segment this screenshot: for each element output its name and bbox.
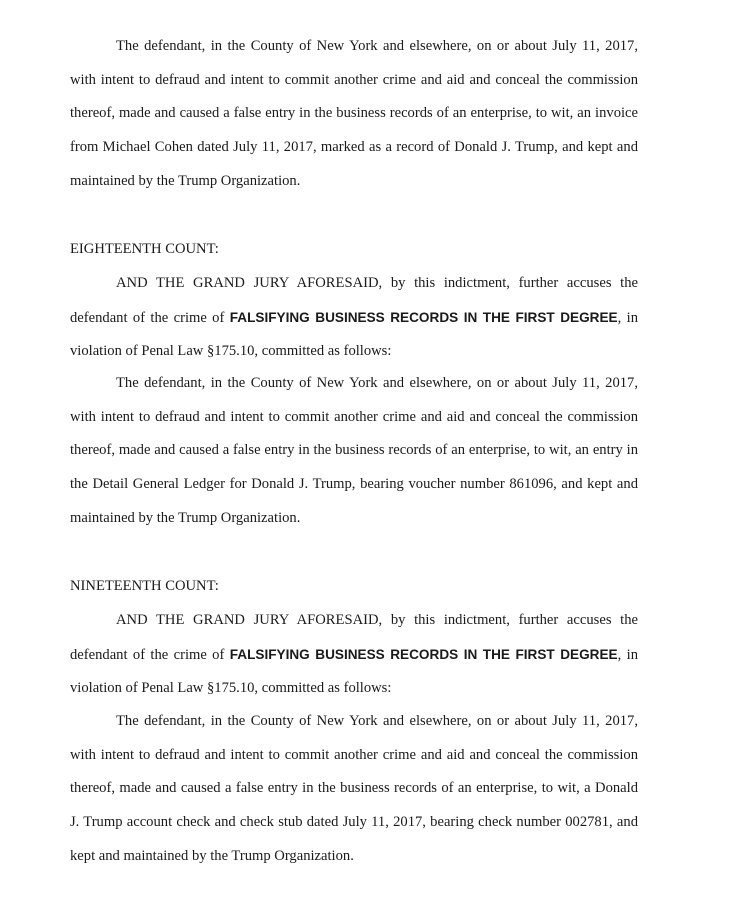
- crime-name: FALSIFYING BUSINESS RECORDS IN THE FIRST DEGREE: [229, 309, 618, 325]
- count-heading-nineteenth: NINETEENTH COUNT:: [70, 578, 219, 594]
- count-heading-eighteenth: EIGHTEENTH COUNT:: [70, 241, 219, 257]
- accusation-outro: , in violation of Penal Law §175.10, committed as follows:: [70, 646, 638, 697]
- accusation-intro: AND THE GRAND JURY AFORESAID, by this indictment, further accuses the defendant of the crime of: [70, 612, 638, 663]
- accusation-paragraph-eighteenth: [70, 267, 638, 369]
- opening-description-paragraph: The defendant, in the County of New York and elsewhere, on or about July 11, 2017, with intent to defraud and intent to commit another crime and aid and conceal the commission thereof, made and caused a false entry in the business records of an enterprise, to wit, an invoice from Michael Cohen dated July 11, 2017, marked as a record of Donald J. Trump, and kept and maintained by the Trump Organization.: [70, 38, 638, 189]
- accusation-paragraph-nineteenth: [70, 604, 638, 706]
- accusation-outro: , in violation of Penal Law §175.10, committed as follows:: [70, 309, 638, 360]
- description-paragraph-eighteenth: The defendant, in the County of New York and elsewhere, on or about July 11, 2017, with intent to defraud and intent to commit another crime and aid and conceal the commission thereof, made and caused a false entry in the business records of an enterprise, to wit, an entry in the Detail General Ledger for Donald J. Trump, bearing voucher number 861096, and kept and maintained by the Trump Organization.: [70, 375, 638, 526]
- crime-name: FALSIFYING BUSINESS RECORDS IN THE FIRST DEGREE: [229, 646, 618, 662]
- accusation-intro: AND THE GRAND JURY AFORESAID, by this indictment, further accuses the defendant of the crime of: [70, 275, 638, 326]
- description-paragraph-nineteenth: The defendant, in the County of New York and elsewhere, on or about July 11, 2017, with intent to defraud and intent to commit another crime and aid and conceal the commission thereof, made and caused a false entry in the business records of an enterprise, to wit, a Donald J. Trump account check and check stub dated July 11, 2017, bearing check number 002781, and kept and maintained by the Trump Organization.: [70, 713, 638, 864]
